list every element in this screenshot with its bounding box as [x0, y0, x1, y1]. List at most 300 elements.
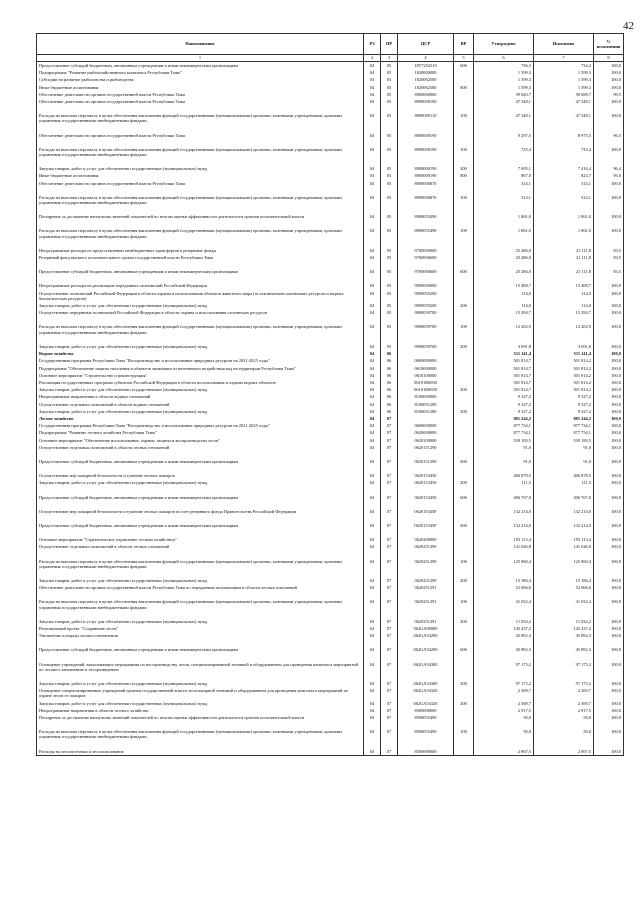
row-rz: 04 [364, 437, 381, 444]
row-approved: 2 369,7 [474, 687, 534, 699]
row-percent: 100,0 [594, 357, 624, 364]
row-csr: 8500055490 [398, 728, 454, 740]
spacer-row [37, 501, 624, 508]
spacer-cell [381, 206, 398, 213]
row-vr: 200 [454, 343, 474, 350]
row-csr: 1820062580 [398, 84, 454, 91]
spacer-cell [474, 105, 534, 112]
spacer-cell [398, 316, 454, 323]
row-pr: 07 [381, 680, 398, 687]
row-rz: 04 [364, 646, 381, 653]
table-row [37, 254, 624, 261]
spacer-row [37, 551, 624, 558]
row-csr: 9900059200 [398, 290, 454, 302]
row-pr: 06 [381, 401, 398, 408]
row-name: Иные бюджетные ассигнования [37, 84, 364, 91]
row-rz: 04 [364, 180, 381, 187]
row-pr: 07 [381, 661, 398, 673]
row-vr [454, 543, 474, 550]
row-rz: 04 [364, 69, 381, 76]
row-approved: 1 599,3 [474, 84, 534, 91]
spacer-cell [454, 639, 474, 646]
spacer-cell [37, 139, 364, 146]
row-vr [454, 444, 474, 451]
row-vr: 800 [454, 172, 474, 179]
spacer-cell [37, 515, 364, 522]
row-csr: 9900059200 [398, 302, 454, 309]
row-percent: 96,4 [594, 165, 624, 172]
row-executed: 877 734,1 [534, 422, 594, 429]
spacer-cell [398, 261, 454, 268]
spacer-cell [534, 158, 594, 165]
row-percent: 100,0 [594, 680, 624, 687]
spacer-cell [454, 591, 474, 598]
row-pr: 05 [381, 165, 398, 172]
spacer-cell [37, 721, 364, 728]
spacer-cell [534, 240, 594, 247]
spacer-cell [474, 654, 534, 661]
spacer-cell [534, 501, 594, 508]
row-name: Оснащение специализированных учреждений органов государственной власти лесопожарной техникой и оборудованием для проведения комплекса мероприятий по охране лесов от пожаров [37, 687, 364, 699]
header-approved: Утверждено [474, 34, 534, 55]
row-executed: 47 548,1 [534, 98, 594, 105]
row-executed: 50,0 [534, 728, 594, 740]
row-rz: 04 [364, 429, 381, 436]
spacer-cell [381, 639, 398, 646]
row-percent: 100,0 [594, 508, 624, 515]
row-percent: 100,0 [594, 76, 624, 83]
row-rz: 04 [364, 680, 381, 687]
row-rz: 04 [364, 728, 381, 740]
row-percent: 100,0 [594, 444, 624, 451]
row-csr: 0620153450 [398, 494, 454, 501]
row-csr: 8900000000 [398, 91, 454, 98]
row-approved: 501 814,7 [474, 357, 534, 364]
row-pr: 05 [381, 180, 398, 187]
table-row [37, 112, 624, 124]
spacer-cell [534, 187, 594, 194]
row-pr: 05 [381, 254, 398, 261]
spacer-cell [364, 336, 381, 343]
spacer-cell [364, 125, 381, 132]
header-percent: % исполнения [594, 34, 624, 55]
row-percent: 100,0 [594, 728, 624, 740]
spacer-cell [37, 591, 364, 598]
row-pr: 05 [381, 302, 398, 309]
row-vr: 100 [454, 558, 474, 570]
row-csr: 062GA54300 [398, 680, 454, 687]
row-approved: 141 046,8 [474, 543, 534, 550]
table-row [37, 227, 624, 239]
spacer-cell [594, 515, 624, 522]
row-pr: 06 [381, 357, 398, 364]
row-percent: 100,0 [594, 112, 624, 124]
row-approved: 91,0 [474, 458, 534, 465]
row-executed: 47 548,1 [534, 112, 594, 124]
spacer-row [37, 721, 624, 728]
row-name: Подпрограмма "Обеспечение защиты населения и объектов экономики от негативного воздействия вод на территории Республики Тыва" [37, 365, 364, 372]
row-pr: 07 [381, 584, 398, 591]
row-executed: 132 214,0 [534, 508, 594, 515]
spacer-cell [364, 206, 381, 213]
spacer-cell [454, 611, 474, 618]
spacer-cell [364, 529, 381, 536]
row-vr [454, 379, 474, 386]
row-percent: 100,0 [594, 536, 624, 543]
row-approved: 45 892,3 [474, 632, 534, 639]
spacer-cell [454, 275, 474, 282]
row-rz: 04 [364, 700, 381, 707]
row-csr: 062GA54290 [398, 646, 454, 653]
spacer-cell [474, 187, 534, 194]
row-csr: 8900000110 [398, 112, 454, 124]
spacer-row [37, 275, 624, 282]
row-percent: 100,0 [594, 227, 624, 239]
row-rz: 04 [364, 227, 381, 239]
table-row [37, 494, 624, 501]
spacer-cell [398, 501, 454, 508]
row-pr: 05 [381, 132, 398, 139]
spacer-cell [534, 465, 594, 472]
spacer-cell [454, 741, 474, 748]
row-name: Предоставление субсидий бюджетным, автономным учреждениям и иным некоммерческим организациям [37, 646, 364, 653]
spacer-cell [381, 336, 398, 343]
spacer-cell [37, 187, 364, 194]
row-rz: 04 [364, 479, 381, 486]
row-percent: 100,0 [594, 687, 624, 699]
spacer-cell [534, 721, 594, 728]
row-approved: 539 183,5 [474, 437, 534, 444]
row-pr: 05 [381, 172, 398, 179]
row-csr: 18Т7252510 [398, 62, 454, 70]
spacer-cell [594, 501, 624, 508]
row-pr: 05 [381, 247, 398, 254]
spacer-cell [398, 240, 454, 247]
row-name: Предоставление субсидий бюджетным, автономным учреждениям и иным некоммерческим организациям [37, 62, 364, 70]
column-number: 3 [381, 55, 398, 62]
row-approved: 1 599,3 [474, 76, 534, 83]
row-percent: 83,5 [594, 268, 624, 275]
row-percent: 83,5 [594, 254, 624, 261]
table-row [37, 401, 624, 408]
row-executed: 58 698,7 [534, 91, 594, 98]
row-percent: 100,0 [594, 429, 624, 436]
row-rz: 04 [364, 632, 381, 639]
row-executed: 501 814,2 [534, 357, 594, 364]
row-rz: 04 [364, 165, 381, 172]
table-row [37, 393, 624, 400]
spacer-row [37, 529, 624, 536]
spacer-cell [381, 570, 398, 577]
row-name: Иные бюджетные ассигнования [37, 172, 364, 179]
row-vr: 600 [454, 646, 474, 653]
row-pr: 07 [381, 472, 398, 479]
row-vr: 200 [454, 479, 474, 486]
spacer-cell [364, 639, 381, 646]
row-rz: 04 [364, 543, 381, 550]
spacer-cell [364, 673, 381, 680]
row-executed: 145 437,2 [534, 625, 594, 632]
spacer-row [37, 187, 624, 194]
spacer-cell [398, 570, 454, 577]
table-row [37, 379, 624, 386]
row-approved: 2 369,7 [474, 700, 534, 707]
spacer-cell [398, 275, 454, 282]
row-pr: 07 [381, 598, 398, 610]
row-approved: 193 113,4 [474, 536, 534, 543]
row-vr [454, 508, 474, 515]
row-percent: 100,0 [594, 577, 624, 584]
spacer-cell [474, 741, 534, 748]
row-percent: 100,0 [594, 422, 624, 429]
row-approved: 9 327,2 [474, 401, 534, 408]
spacer-cell [364, 105, 381, 112]
spacer-cell [534, 639, 594, 646]
table-row [37, 680, 624, 687]
row-csr: 9700000000 [398, 247, 454, 254]
row-name: Реализация государственных программ субъектов Российской Федерации в области использования и охраны водных объектов [37, 379, 364, 386]
row-name: Поощрение за достижение наилучших значений показателей по итогам оценки эффективности деятельности органов исполнительной власти [37, 714, 364, 721]
spacer-cell [381, 465, 398, 472]
row-csr: 0620000000 [398, 429, 454, 436]
row-pr: 07 [381, 508, 398, 515]
spacer-row [37, 570, 624, 577]
spacer-cell [37, 336, 364, 343]
table-row [37, 632, 624, 639]
spacer-cell [37, 125, 364, 132]
spacer-cell [398, 158, 454, 165]
table-row [37, 98, 624, 105]
spacer-row [37, 673, 624, 680]
row-rz: 04 [364, 132, 381, 139]
row-rz: 04 [364, 386, 381, 393]
row-percent: 100,0 [594, 625, 624, 632]
column-number: 8 [594, 55, 624, 62]
row-percent: 100,0 [594, 146, 624, 158]
row-csr: 062GA54320 [398, 687, 454, 699]
row-csr: 8100051280 [398, 408, 454, 415]
spacer-cell [381, 654, 398, 661]
row-approved: 52 066,6 [474, 584, 534, 591]
row-executed: 11 034,2 [534, 618, 594, 625]
row-approved: 406 767,0 [474, 494, 534, 501]
spacer-cell [381, 487, 398, 494]
spacer-cell [594, 139, 624, 146]
row-name: Расходы на выплаты персоналу в целях обеспечения выполнения функций государственными (муниципальными) органами, казенными учреждениями, органами управления государственными внебюджетными фондами [37, 323, 364, 335]
table-row [37, 91, 624, 98]
spacer-cell [534, 316, 594, 323]
table-row [37, 748, 624, 756]
table-row [37, 343, 624, 350]
row-executed: 2 369,7 [534, 687, 594, 699]
row-pr: 06 [381, 386, 398, 393]
row-csr: 0620251290 [398, 577, 454, 584]
row-vr: 200 [454, 680, 474, 687]
spacer-cell [594, 240, 624, 247]
row-executed: 45 892,3 [534, 646, 594, 653]
row-approved: 501 814,7 [474, 365, 534, 372]
table-row [37, 584, 624, 591]
row-csr: 0610000000 [398, 365, 454, 372]
row-csr: 06101R0650 [398, 386, 454, 393]
spacer-cell [364, 515, 381, 522]
row-vr: 200 [454, 700, 474, 707]
row-executed: 91,0 [534, 444, 594, 451]
row-executed: 314,1 [534, 194, 594, 206]
spacer-cell [594, 591, 624, 598]
row-approved: 1 861,0 [474, 213, 534, 220]
spacer-cell [398, 551, 454, 558]
row-pr: 07 [381, 687, 398, 699]
row-rz: 04 [364, 707, 381, 714]
row-percent: 100,0 [594, 707, 624, 714]
spacer-cell [454, 501, 474, 508]
header-executed: Исполнено [534, 34, 594, 55]
table-row [37, 728, 624, 740]
row-pr: 07 [381, 458, 398, 465]
spacer-cell [474, 515, 534, 522]
row-vr [454, 365, 474, 372]
row-rz: 04 [364, 290, 381, 302]
row-percent: 100,0 [594, 379, 624, 386]
header-name: Наименование [37, 34, 364, 55]
row-percent: 100,0 [594, 415, 624, 422]
page-number: 42 [623, 20, 634, 32]
spacer-cell [381, 551, 398, 558]
spacer-cell [534, 570, 594, 577]
row-percent: 100,0 [594, 350, 624, 357]
row-percent: 100,0 [594, 180, 624, 187]
row-pr: 06 [381, 393, 398, 400]
spacer-cell [534, 611, 594, 618]
spacer-cell [534, 261, 594, 268]
spacer-row [37, 515, 624, 522]
row-csr: 1820000000 [398, 69, 454, 76]
row-approved: 125 860,4 [474, 558, 534, 570]
spacer-cell [381, 591, 398, 598]
row-vr [454, 422, 474, 429]
row-name: Увеличение площади лесовосстановления [37, 632, 364, 639]
row-pr: 05 [381, 98, 398, 105]
row-percent: 100,0 [594, 386, 624, 393]
spacer-cell [534, 741, 594, 748]
spacer-cell [364, 451, 381, 458]
row-rz: 04 [364, 401, 381, 408]
row-executed: 823,7 [534, 172, 594, 179]
spacer-cell [454, 240, 474, 247]
spacer-cell [398, 139, 454, 146]
row-csr: 8900055490 [398, 213, 454, 220]
row-vr [454, 98, 474, 105]
spacer-cell [381, 125, 398, 132]
row-executed: 9 327,2 [534, 393, 594, 400]
row-csr: 0620251291 [398, 618, 454, 625]
row-vr: 600 [454, 62, 474, 70]
row-executed: 1 861,0 [534, 227, 594, 239]
row-csr: 0600000000 [398, 357, 454, 364]
table-row [37, 472, 624, 479]
row-vr: 100 [454, 112, 474, 124]
budget-table [36, 33, 624, 756]
row-rz: 04 [364, 365, 381, 372]
spacer-cell [398, 187, 454, 194]
row-approved: 145 437,2 [474, 625, 534, 632]
row-pr: 07 [381, 728, 398, 740]
spacer-cell [37, 465, 364, 472]
spacer-cell [364, 187, 381, 194]
spacer-cell [454, 187, 474, 194]
row-percent: 100,0 [594, 494, 624, 501]
row-vr: 100 [454, 598, 474, 610]
spacer-cell [454, 139, 474, 146]
table-row [37, 309, 624, 316]
row-rz: 04 [364, 62, 381, 70]
spacer-cell [381, 316, 398, 323]
table-row [37, 536, 624, 543]
row-name: Предоставление субсидий бюджетным, автономным учреждениям и иным некоммерческим организациям [37, 494, 364, 501]
row-percent: 100,0 [594, 700, 624, 707]
spacer-row [37, 336, 624, 343]
table-row [37, 213, 624, 220]
table-row [37, 84, 624, 91]
spacer-cell [398, 721, 454, 728]
row-rz: 04 [364, 598, 381, 610]
row-csr: 8900000100 [398, 98, 454, 105]
row-executed: 91,0 [534, 458, 594, 465]
spacer-row [37, 261, 624, 268]
spacer-cell [37, 654, 364, 661]
row-approved: 12 202,9 [474, 323, 534, 335]
table-row [37, 437, 624, 444]
spacer-cell [364, 465, 381, 472]
spacer-cell [37, 316, 364, 323]
table-header-row [37, 34, 624, 55]
row-pr: 06 [381, 372, 398, 379]
row-executed: 9 327,2 [534, 401, 594, 408]
row-pr: 07 [381, 444, 398, 451]
spacer-cell [37, 206, 364, 213]
spacer-cell [37, 529, 364, 536]
spacer-cell [594, 654, 624, 661]
row-pr: 07 [381, 415, 398, 422]
table-row [37, 444, 624, 451]
row-executed: 2 867,5 [534, 748, 594, 756]
spacer-cell [381, 105, 398, 112]
spacer-cell [454, 220, 474, 227]
row-executed: 125 860,4 [534, 558, 594, 570]
spacer-cell [454, 105, 474, 112]
row-approved: 501 814,7 [474, 386, 534, 393]
table-row [37, 76, 624, 83]
row-vr: 200 [454, 386, 474, 393]
row-percent: 100,0 [594, 748, 624, 756]
spacer-cell [474, 591, 534, 598]
spacer-cell [474, 529, 534, 536]
row-pr: 06 [381, 365, 398, 372]
table-row [37, 422, 624, 429]
row-pr: 06 [381, 379, 398, 386]
row-pr: 07 [381, 700, 398, 707]
spacer-cell [534, 220, 594, 227]
spacer-cell [474, 261, 534, 268]
row-approved: 736,3 [474, 62, 534, 70]
row-vr [454, 429, 474, 436]
row-percent: 100,0 [594, 543, 624, 550]
row-pr: 05 [381, 91, 398, 98]
spacer-cell [534, 551, 594, 558]
row-name: Расходы на выплаты персоналу в целях обеспечения выполнения функций государственными (муниципальными) органами, казенными учреждениями, органами управления государственными внебюджетными фондами [37, 112, 364, 124]
row-name: Непрограммные направления в области водных отношений [37, 393, 364, 400]
